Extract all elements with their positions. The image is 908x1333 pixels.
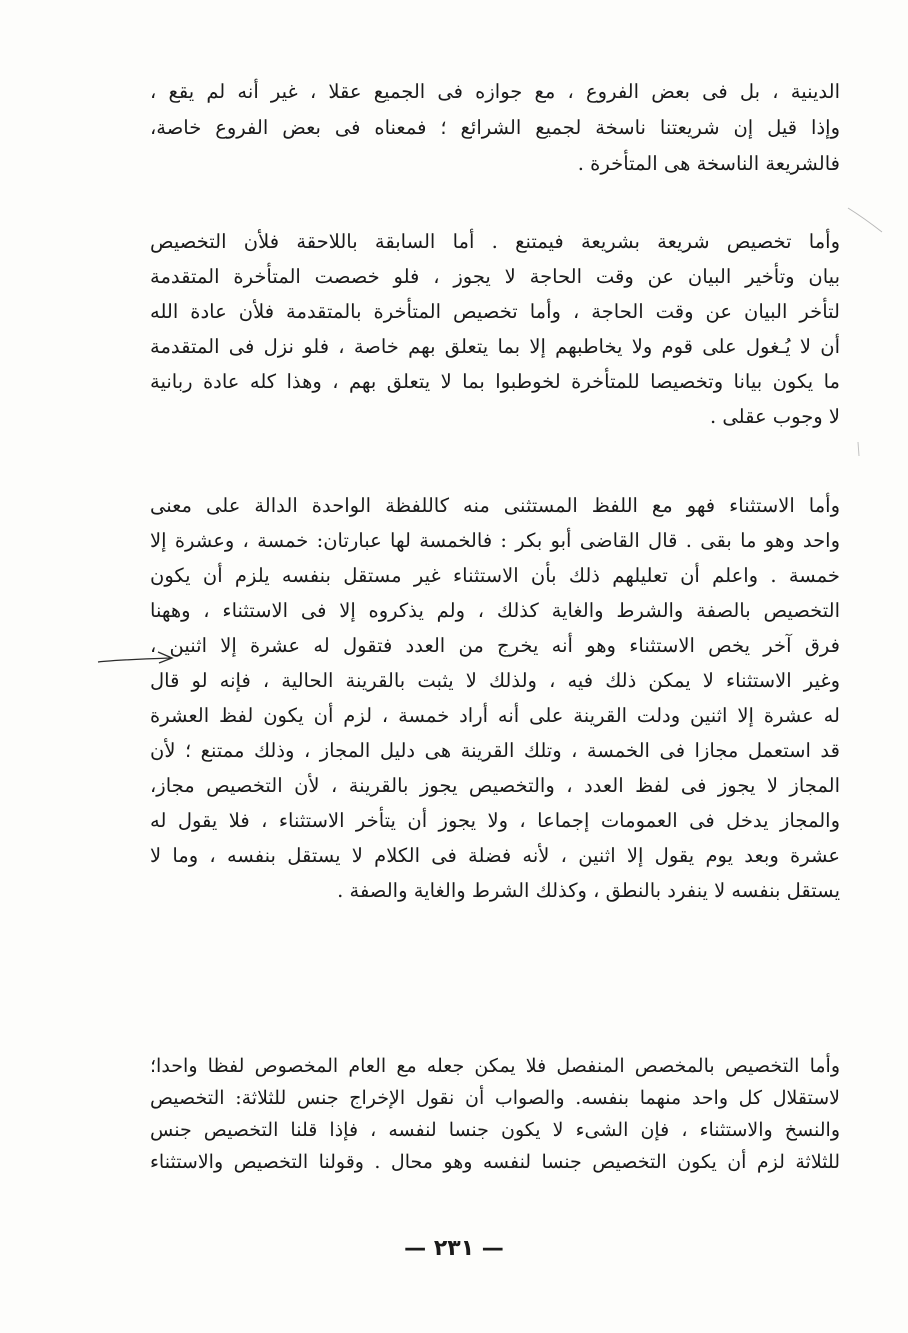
page-number: — ٢٣١ — bbox=[404, 1236, 504, 1261]
text-line: يستقل بنفسه لا ينفرد بالنطق ، وكذلك الشرط والغاية والصفة . bbox=[337, 879, 840, 902]
text-line: وأما الاستثناء فهو مع اللفظ المستثنى منه كاللفظة الواحدة الدالة على معنى bbox=[150, 494, 840, 517]
text-line: والنسخ والاستثناء ، فإن الشىء لا يكون جنسا لنفسه ، فإذا قلنا التخصيص جنس bbox=[150, 1119, 840, 1141]
text-line: بيان وتأخير البيان عن وقت الحاجة لا يجوز ، فلو خصصت المتأخرة المتقدمة bbox=[150, 265, 840, 288]
text-line: لتأخر البيان عن وقت الحاجة ، وأما تخصيص المتأخرة بالمتقدمة فلأن عادة الله bbox=[150, 300, 840, 323]
text-line: له عشرة إلا اثنين ودلت القرينة على أنه أراد خمسة ، لزم أن يكون لفظ العشرة bbox=[150, 704, 840, 727]
margin-arrow-icon bbox=[96, 648, 176, 672]
text-line: خمسة . واعلم أن تعليلهم ذلك بأن الاستثناء غير مستقل بنفسه يلزم أن يكون bbox=[150, 564, 840, 587]
text-line: وأما تخصيص شريعة بشريعة فيمتنع . أما السابقة باللاحقة فلأن التخصيص bbox=[150, 230, 840, 253]
text-line: الدينية ، بل فى بعض الفروع ، مع جوازه فى الجميع عقلا ، غير أنه لم يقع ، bbox=[150, 80, 840, 103]
text-line: والمجاز يدخل فى العمومات إجماعا ، ولا يجوز أن يتأخر الاستثناء ، فلا يقول له bbox=[150, 809, 840, 832]
scan-mark-icon bbox=[846, 206, 886, 236]
scan-mark-icon bbox=[852, 440, 866, 460]
paragraph-2 bbox=[150, 224, 840, 434]
text-line: وغير الاستثناء لا يمكن ذلك فيه ، ولذلك لا يثبت بالقرينة الحالية ، فإنه لو قال bbox=[150, 669, 840, 692]
text-line: قد استعمل مجازا فى الخمسة ، وتلك القرينة هى دليل المجاز ، وذلك ممتنع ؛ لأن bbox=[150, 739, 840, 762]
text-line: للثلاثة لزم أن يكون التخصيص جنسا لنفسه وهو محال . وقولنا التخصيص والاستثناء bbox=[150, 1151, 840, 1173]
text-line: فرق آخر يخص الاستثناء وهو أنه يخرج من العدد فتقول له عشرة إلا اثنين ، bbox=[150, 634, 840, 657]
text-line: عشرة وبعد يوم يقول إلا اثنين ، لأنه فضلة فى الكلام لا يستقل بنفسه ، وما لا bbox=[150, 844, 840, 867]
text-line: المجاز لا يجوز فى لفظ العدد ، والتخصيص يجوز بالقرينة ، لأن التخصيص مجاز، bbox=[150, 774, 840, 797]
paragraph-1 bbox=[150, 74, 840, 182]
text-line: لا وجوب عقلى . bbox=[709, 405, 840, 428]
text-line: واحد وهو ما بقى . قال القاضى أبو بكر : فالخمسة لها عبارتان: خمسة ، وعشرة إلا bbox=[150, 529, 840, 552]
text-line: أن لا يُـغول على قوم ولا يخاطبهم إلا بما يتعلق بهم خاصة ، فلو نزل فى المتقدمة bbox=[150, 335, 840, 358]
text-line: لاستقلال كل واحد منهما بنفسه. والصواب أن نقول الإخراج جنس للثلاثة: التخصيص bbox=[150, 1087, 840, 1109]
text-line: فالشريعة الناسخة هى المتأخرة . bbox=[577, 152, 840, 175]
text-line: وأما التخصيص بالمخصص المنفصل فلا يمكن جعله مع العام المخصوص لفظا واحدا؛ bbox=[150, 1055, 840, 1077]
text-line: وإذا قيل إن شريعتنا ناسخة لجميع الشرائع ؛ فمعناه فى بعض الفروع خاصة، bbox=[150, 116, 840, 139]
text-line: ما يكون بيانا وتخصيصا للمتأخرة لخوطبوا بما لا يتعلق بهم ، وهذا كله عادة ربانية bbox=[150, 370, 840, 393]
text-line: التخصيص بالصفة والشرط والغاية كذلك ، ولم يذكروه إلا فى الاستثناء ، وههنا bbox=[150, 599, 840, 622]
paragraph-3 bbox=[150, 488, 840, 908]
paragraph-4 bbox=[150, 1050, 840, 1178]
